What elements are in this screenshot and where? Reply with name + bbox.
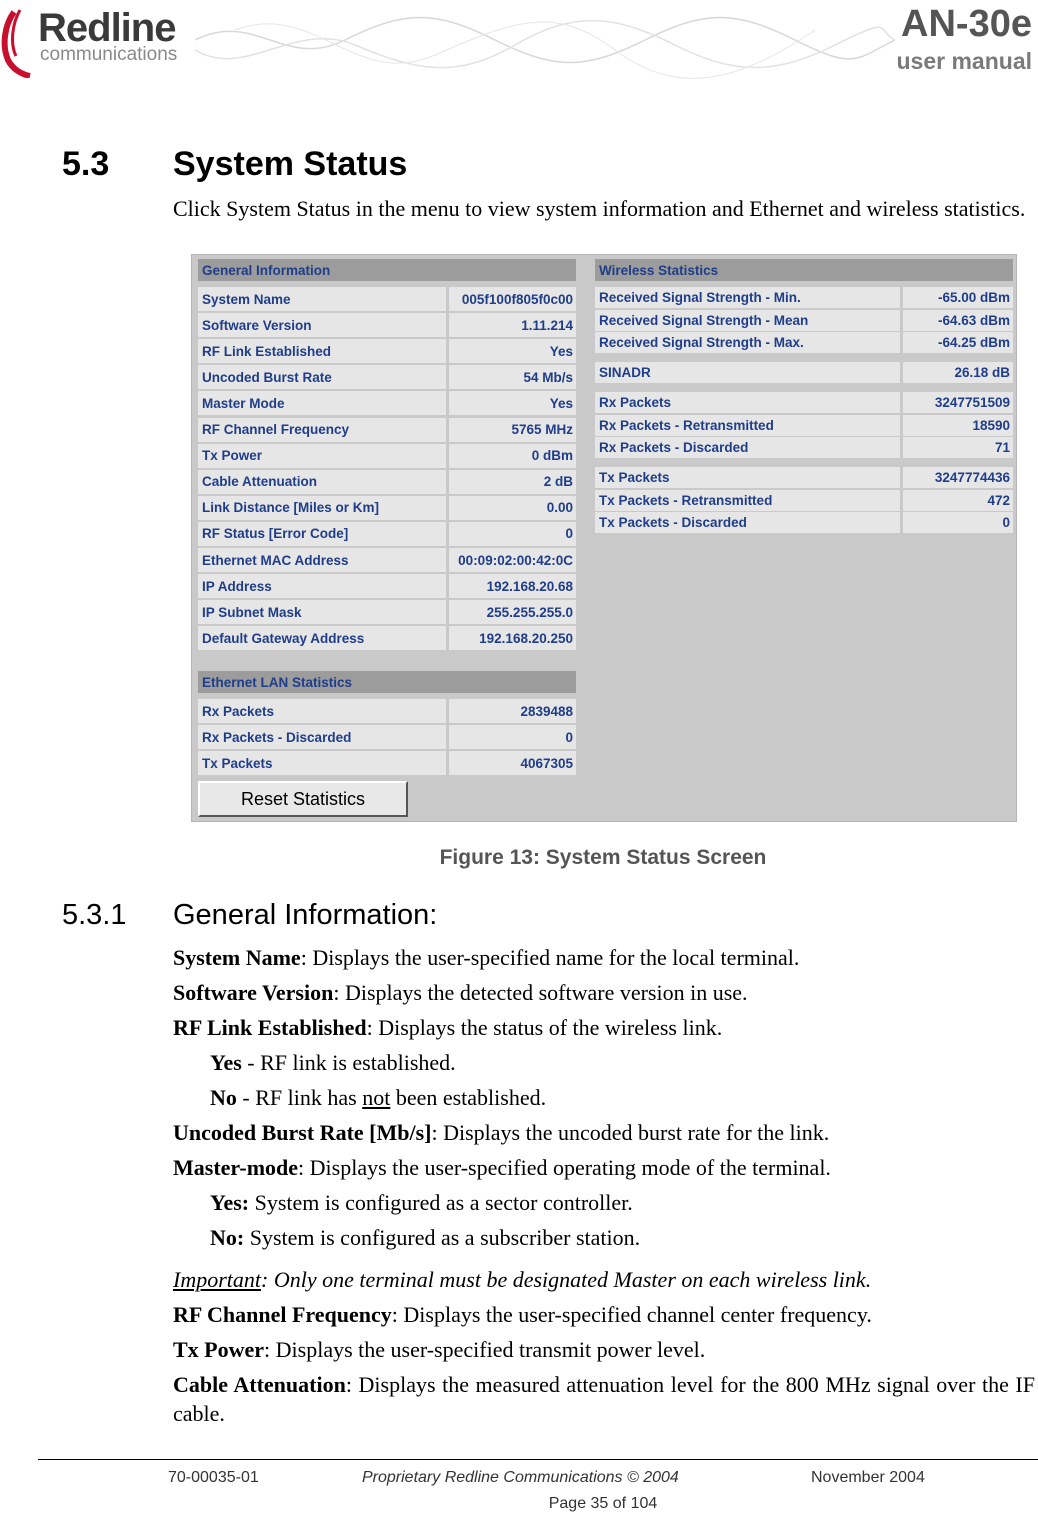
wireless-row-value: 71	[903, 437, 1013, 458]
wireless-statistics-header: Wireless Statistics	[595, 259, 1013, 281]
general-row-label: Software Version	[198, 313, 446, 337]
general-row-label: Default Gateway Address	[198, 626, 446, 650]
ethernet-row-value: 0	[449, 725, 576, 749]
wireless-row-label: Rx Packets - Retransmitted	[595, 415, 900, 436]
wireless-row	[595, 467, 1013, 488]
wireless-row	[595, 512, 1013, 533]
reset-statistics-button[interactable]: Reset Statistics	[198, 781, 408, 817]
wireless-row-value: 3247774436	[903, 467, 1013, 488]
ethernet-row-value: 2839488	[449, 699, 576, 723]
wireless-row-value: -65.00 dBm	[903, 287, 1013, 308]
wireless-row-label: Received Signal Strength - Mean	[595, 310, 900, 331]
definition-master-yes: Yes: System is configured as a sector controller.	[210, 1190, 633, 1215]
wireless-row-value: -64.25 dBm	[903, 332, 1013, 353]
product-title: AN-30e	[901, 3, 1032, 45]
wireless-row-label: Rx Packets	[595, 392, 900, 413]
ethernet-row-value: 4067305	[449, 751, 576, 775]
general-row-label: IP Subnet Mask	[198, 600, 446, 624]
general-row	[198, 313, 576, 337]
wireless-row-label: Rx Packets - Discarded	[595, 437, 900, 458]
footer-page-number: Page 35 of 104	[548, 1495, 658, 1512]
general-row	[198, 600, 576, 624]
redline-logo-mark	[0, 8, 36, 78]
footer-divider	[38, 1459, 1038, 1460]
general-information-header: General Information	[198, 259, 576, 281]
ethernet-row-label: Rx Packets - Discarded	[198, 725, 446, 749]
general-row-value: 00:09:02:00:42:0C	[449, 548, 576, 572]
ethernet-row-label: Tx Packets	[198, 751, 446, 775]
general-row-label: Link Distance [Miles or Km]	[198, 496, 446, 520]
wireless-row	[595, 437, 1013, 458]
wireless-row	[595, 490, 1013, 511]
wireless-row-value: 0	[903, 512, 1013, 533]
general-row	[198, 339, 576, 363]
general-row	[198, 470, 576, 494]
general-row-label: System Name	[198, 287, 446, 311]
general-row-value: Yes	[449, 391, 576, 415]
wireless-row-label: Tx Packets - Retransmitted	[595, 490, 900, 511]
general-row-value: 0.00	[449, 496, 576, 520]
wireless-row	[595, 310, 1013, 331]
wireless-row-label: Tx Packets - Discarded	[595, 512, 900, 533]
wireless-row	[595, 362, 1013, 383]
general-row-value: Yes	[449, 339, 576, 363]
header-wave-graphic	[195, 0, 895, 90]
subsection-title: General Information:	[173, 899, 438, 931]
definition-cable-attenuation: Cable Attenuation: Displays the measured attenuation level for the 800 MHz signal over the IF cable.	[173, 1372, 1035, 1426]
definition-system-name: System Name: Displays the user-specified name for the local terminal.	[173, 945, 800, 970]
general-row	[198, 574, 576, 598]
general-row-value: 0	[449, 522, 576, 546]
definition-uncoded-burst-rate: Uncoded Burst Rate [Mb/s]: Displays the uncoded burst rate for the link.	[173, 1120, 830, 1145]
subsection-heading	[62, 897, 437, 933]
footer-copyright: Proprietary Redline Communications © 2004	[362, 1469, 679, 1486]
general-row	[198, 444, 576, 468]
general-row-label: Master Mode	[198, 391, 446, 415]
ethernet-row	[198, 751, 576, 775]
general-row	[198, 287, 576, 311]
general-row-label: RF Status [Error Code]	[198, 522, 446, 546]
wireless-row-label: Received Signal Strength - Max.	[595, 332, 900, 353]
subsection-number: 5.3.1	[62, 899, 127, 931]
section-intro: Click System Status in the menu to view system information and Ethernet and wireless statistics.	[173, 196, 1026, 221]
important-note: Important: Only one terminal must be designated Master on each wireless link.	[173, 1267, 872, 1292]
product-subtitle: user manual	[896, 48, 1032, 74]
ethernet-lan-header: Ethernet LAN Statistics	[198, 671, 576, 693]
general-row-label: IP Address	[198, 574, 446, 598]
section-title: System Status	[173, 145, 408, 183]
general-row	[198, 365, 576, 389]
general-row-value: 005f100f805f0c00	[449, 287, 576, 311]
wireless-row-value: 26.18 dB	[903, 362, 1013, 383]
wireless-row-value: -64.63 dBm	[903, 310, 1013, 331]
section-number: 5.3	[62, 145, 110, 183]
definition-master-no: No: System is configured as a subscriber station.	[210, 1225, 641, 1250]
wireless-row	[595, 392, 1013, 413]
wireless-row-label: Received Signal Strength - Min.	[595, 287, 900, 308]
definition-master-mode: Master-mode: Displays the user-specified operating mode of the terminal.	[173, 1155, 831, 1180]
general-row-value: 1.11.214	[449, 313, 576, 337]
general-row	[198, 522, 576, 546]
general-row-value: 5765 MHz	[449, 418, 576, 442]
general-row-value: 192.168.20.250	[449, 626, 576, 650]
wireless-row-value: 18590	[903, 415, 1013, 436]
definition-tx-power: Tx Power: Displays the user-specified transmit power level.	[173, 1337, 706, 1362]
footer-doc-number: 70-00035-01	[168, 1469, 259, 1486]
wireless-row	[595, 287, 1013, 308]
system-status-screenshot	[191, 254, 1017, 822]
general-row	[198, 548, 576, 572]
definition-rf-link-yes: Yes - RF link is established.	[210, 1050, 456, 1075]
figure-caption: Figure 13: System Status Screen	[439, 846, 767, 869]
footer-date: November 2004	[811, 1469, 925, 1486]
wireless-row	[595, 332, 1013, 353]
logo-text: Redline	[38, 6, 176, 50]
general-row	[198, 626, 576, 650]
definition-rf-link-no: No - RF link has not been established.	[210, 1085, 547, 1110]
ethernet-row	[198, 699, 576, 723]
general-row-label: RF Link Established	[198, 339, 446, 363]
wireless-row	[595, 415, 1013, 436]
definition-software-version: Software Version: Displays the detected software version in use.	[173, 980, 748, 1005]
ethernet-row	[198, 725, 576, 749]
general-row-value: 255.255.255.0	[449, 600, 576, 624]
section-heading	[62, 144, 407, 184]
general-row-value: 54 Mb/s	[449, 365, 576, 389]
ethernet-row-label: Rx Packets	[198, 699, 446, 723]
general-row-label: Ethernet MAC Address	[198, 548, 446, 572]
general-row-value: 192.168.20.68	[449, 574, 576, 598]
general-row-value: 0 dBm	[449, 444, 576, 468]
general-row	[198, 496, 576, 520]
general-row-label: Uncoded Burst Rate	[198, 365, 446, 389]
wireless-row-value: 3247751509	[903, 392, 1013, 413]
general-row-value: 2 dB	[449, 470, 576, 494]
general-row	[198, 391, 576, 415]
general-row-label: Cable Attenuation	[198, 470, 446, 494]
general-row-label: Tx Power	[198, 444, 446, 468]
wireless-row-label: SINADR	[595, 362, 900, 383]
general-row	[198, 418, 576, 442]
definition-rf-channel-frequency: RF Channel Frequency: Displays the user-specified channel center frequency.	[173, 1302, 872, 1327]
wireless-row-label: Tx Packets	[595, 467, 900, 488]
general-row-label: RF Channel Frequency	[198, 418, 446, 442]
logo-subtext: communications	[40, 44, 178, 65]
definition-rf-link: RF Link Established: Displays the status of the wireless link.	[173, 1015, 723, 1040]
wireless-row-value: 472	[903, 490, 1013, 511]
